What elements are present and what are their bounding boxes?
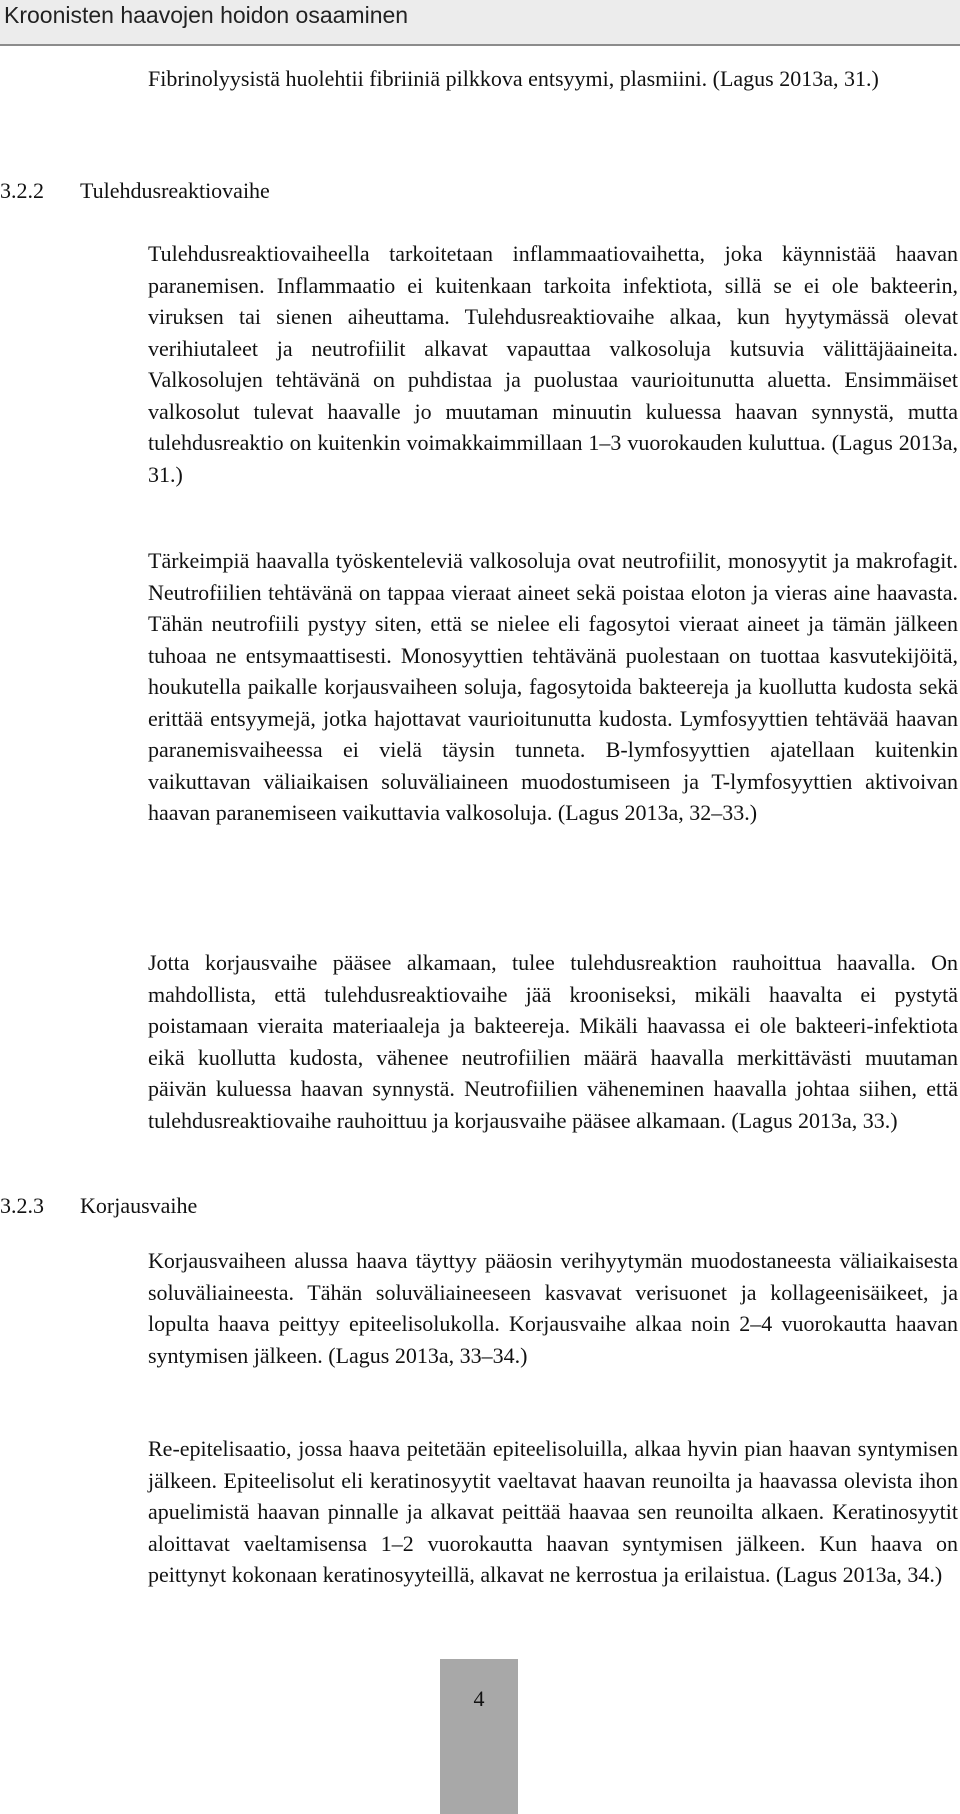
paragraph-repair-phase: Korjausvaiheen alussa haava täyttyy pääosin verihyytymän muodostaneesta väliaikaisesta soluväliaineesta. Tähän soluväliaineeseen kasvavat verisuonet ja kollageenisäikeet, ja lopulta haava peittyy epiteelisolukolla. Korjausvaihe alkaa noin 2–4 vuorokautta haavan syntymisen jälkeen. (Lagus 2013a, 33–34.) [148,1248,958,1368]
section-title: Korjausvaihe [80,1193,198,1218]
page-number: 4 [473,1686,485,1711]
section-number: 3.2.2 [0,178,44,203]
paragraph-repair-start: Jotta korjausvaihe pääsee alkamaan, tulee tulehdusreaktion rauhoittua haavalla. On mahdollista, että tulehdusreaktiovaihe jää krooniseksi, mikäli haavalta ei pystytä poistamaan vieraita materiaaleja ja bakteereja. Mikäli haavassa ei ole bakteeri-infektiota eikä kuollutta kudosta, vähenee neutrofiilien määrä haavalla merkittävästi muutaman päivän kuluessa haavan synnystä. Neutrofiilien väheneminen haavalla johtaa siihen, että tulehdusreaktiovaihe rauhoittuu ja korjausvaihe pääsee alkamaan. (Lagus 2013a, 33.) [148,950,958,1133]
paragraph-re-epithelialization: Re-epitelisaatio, jossa haava peitetään epiteelisoluilla, alkaa hyvin pian haavan syntymisen jälkeen. Epiteelisolut eli keratinosyytit vaeltavat haavan reunoilta ja haavassa olevista ihon apuelimistä haavan pinnalle ja alkavat peittää haavaa sen reunoilta alkaen. Keratinosyytit aloittavat vaeltamisensa 1–2 vuorokautta haavan syntymisen jälkeen. Kun haava on peittynyt kokonaan keratinosyyteillä, alkavat ne kerrostua ja erilaistua. (Lagus 2013a, 34.) [148,1436,958,1587]
paragraph-white-blood-cells: Tärkeimpiä haavalla työskenteleviä valkosoluja ovat neutrofiilit, monosyytit ja makrofagit. Neutrofiilien tehtävänä on tappaa vieraat aineet sekä poistaa eloton ja vieras aine haavasta. Tähän neutrofiili pystyy siten, että se nielee eli fagosytoi vieraat aineet ja tämän jälkeen tuhoaa ne entsymaattisesti. Monosyyttien tehtävänä puolestaan on tuottaa kasvutekijöitä, houkutella paikalle korjausvaiheen soluja, fagosytoida bakteereja ja kuollutta kudosta sekä erittää entsyymejä, jotka hajottavat vaurioitunutta kudosta. Lymfosyyttien tehtävää haavan paranemisvaiheessa ei vielä täysin tunneta. B-lymfosyyttien ajatellaan kuitenkin vaikuttavan väliaikaisen soluväliaineen muodostumiseen ja T-lymfosyyttien aktivoivan haavan paranemiseen vaikuttavia valkosoluja. (Lagus 2013a, 32–33.) [148,548,958,825]
page-number-box [440,1659,518,1814]
section-heading-3-2-3 [0,1190,197,1222]
paragraph-fibrinolysis: Fibrinolyysistä huolehtii fibriiniä pilkkova entsyymi, plasmiini. (Lagus 2013a, 31.) [148,66,879,91]
document-title: Kroonisten haavojen hoidon osaaminen [4,2,409,28]
section-number: 3.2.3 [0,1193,44,1218]
running-header [0,0,960,46]
section-heading-3-2-2 [0,175,270,207]
section-title: Tulehdusreaktiovaihe [80,178,270,203]
paragraph-inflammation-phase: Tulehdusreaktiovaiheella tarkoitetaan inflammaatiovaihetta, joka käynnistää haavan paranemisen. Inflammaatio ei kuitenkaan tarkoita infektiota, sillä se ei ole bakteerin, viruksen tai sienen aiheuttama. Tulehdusreaktiovaihe alkaa, kun hyytymässä olevat verihiutaleet ja neutrofiilit alkavat vapauttaa valkosoluja kutsuvia välittäjäaineita. Valkosolujen tehtävänä on puhdistaa ja puolustaa vaurioitunutta aluetta. Ensimmäiset valkosolut tulevat haavalle jo muutaman minuutin kuluessa haavan synnystä, mutta tulehdusreaktio on kuitenkin voimakkaimmillaan 1–3 vuorokauden kuluttua. (Lagus 2013a, 31.) [148,241,958,487]
